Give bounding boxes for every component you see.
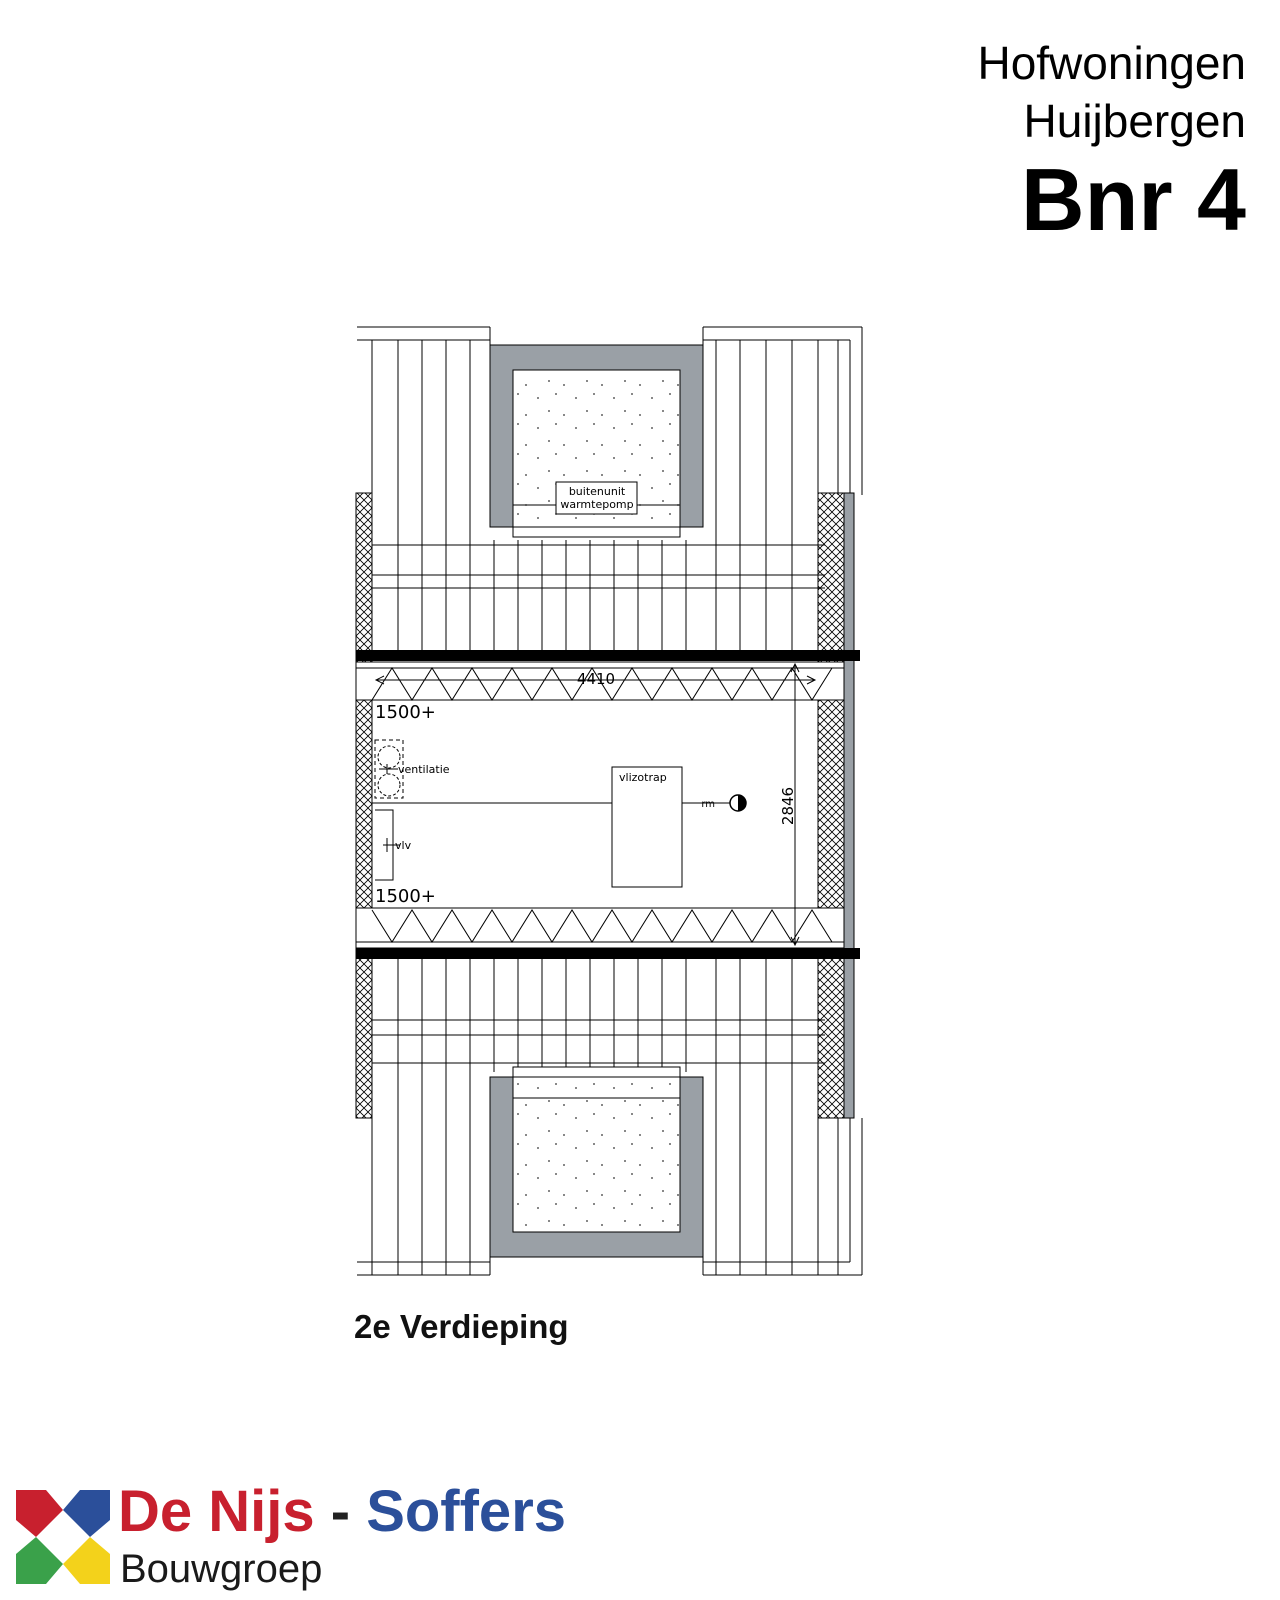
beam-bottom: [356, 948, 860, 959]
smoke-detector-label: rm: [701, 799, 715, 810]
company-name: [118, 1480, 566, 1544]
company-name-part2: Soffers: [366, 1479, 567, 1544]
dimension-height: 2846: [779, 786, 797, 826]
company-name-separator: -: [314, 1479, 367, 1544]
floor-label: 2e Verdieping: [354, 1308, 569, 1345]
headroom-top: 1500+: [375, 702, 436, 723]
truss-bottom: [356, 908, 844, 948]
company-name-part1: De Nijs: [118, 1479, 315, 1544]
dimension-width: 4410: [576, 670, 616, 688]
project-location: Huijbergen: [1023, 95, 1246, 147]
dormer-bottom: [490, 1067, 703, 1257]
project-name: Hofwoningen: [977, 37, 1246, 89]
company-logo-icon: [16, 1490, 110, 1584]
headroom-bottom: 1500+: [375, 886, 436, 907]
vlv-label: vlv: [395, 839, 412, 852]
outdoor-unit-label-1: buitenunit: [568, 485, 626, 498]
room: [372, 664, 818, 945]
company-subtitle: Bouwgroep: [120, 1547, 323, 1591]
outdoor-unit-label-2: warmtepomp: [560, 498, 634, 511]
ventilation-label: ventilatie: [398, 763, 450, 776]
attic-stair: [612, 767, 682, 887]
attic-stair-label: vlizotrap: [619, 771, 667, 784]
beam-top: [356, 650, 860, 661]
smoke-detector-icon: [718, 795, 746, 811]
building-number: Bnr 4: [1021, 150, 1246, 249]
